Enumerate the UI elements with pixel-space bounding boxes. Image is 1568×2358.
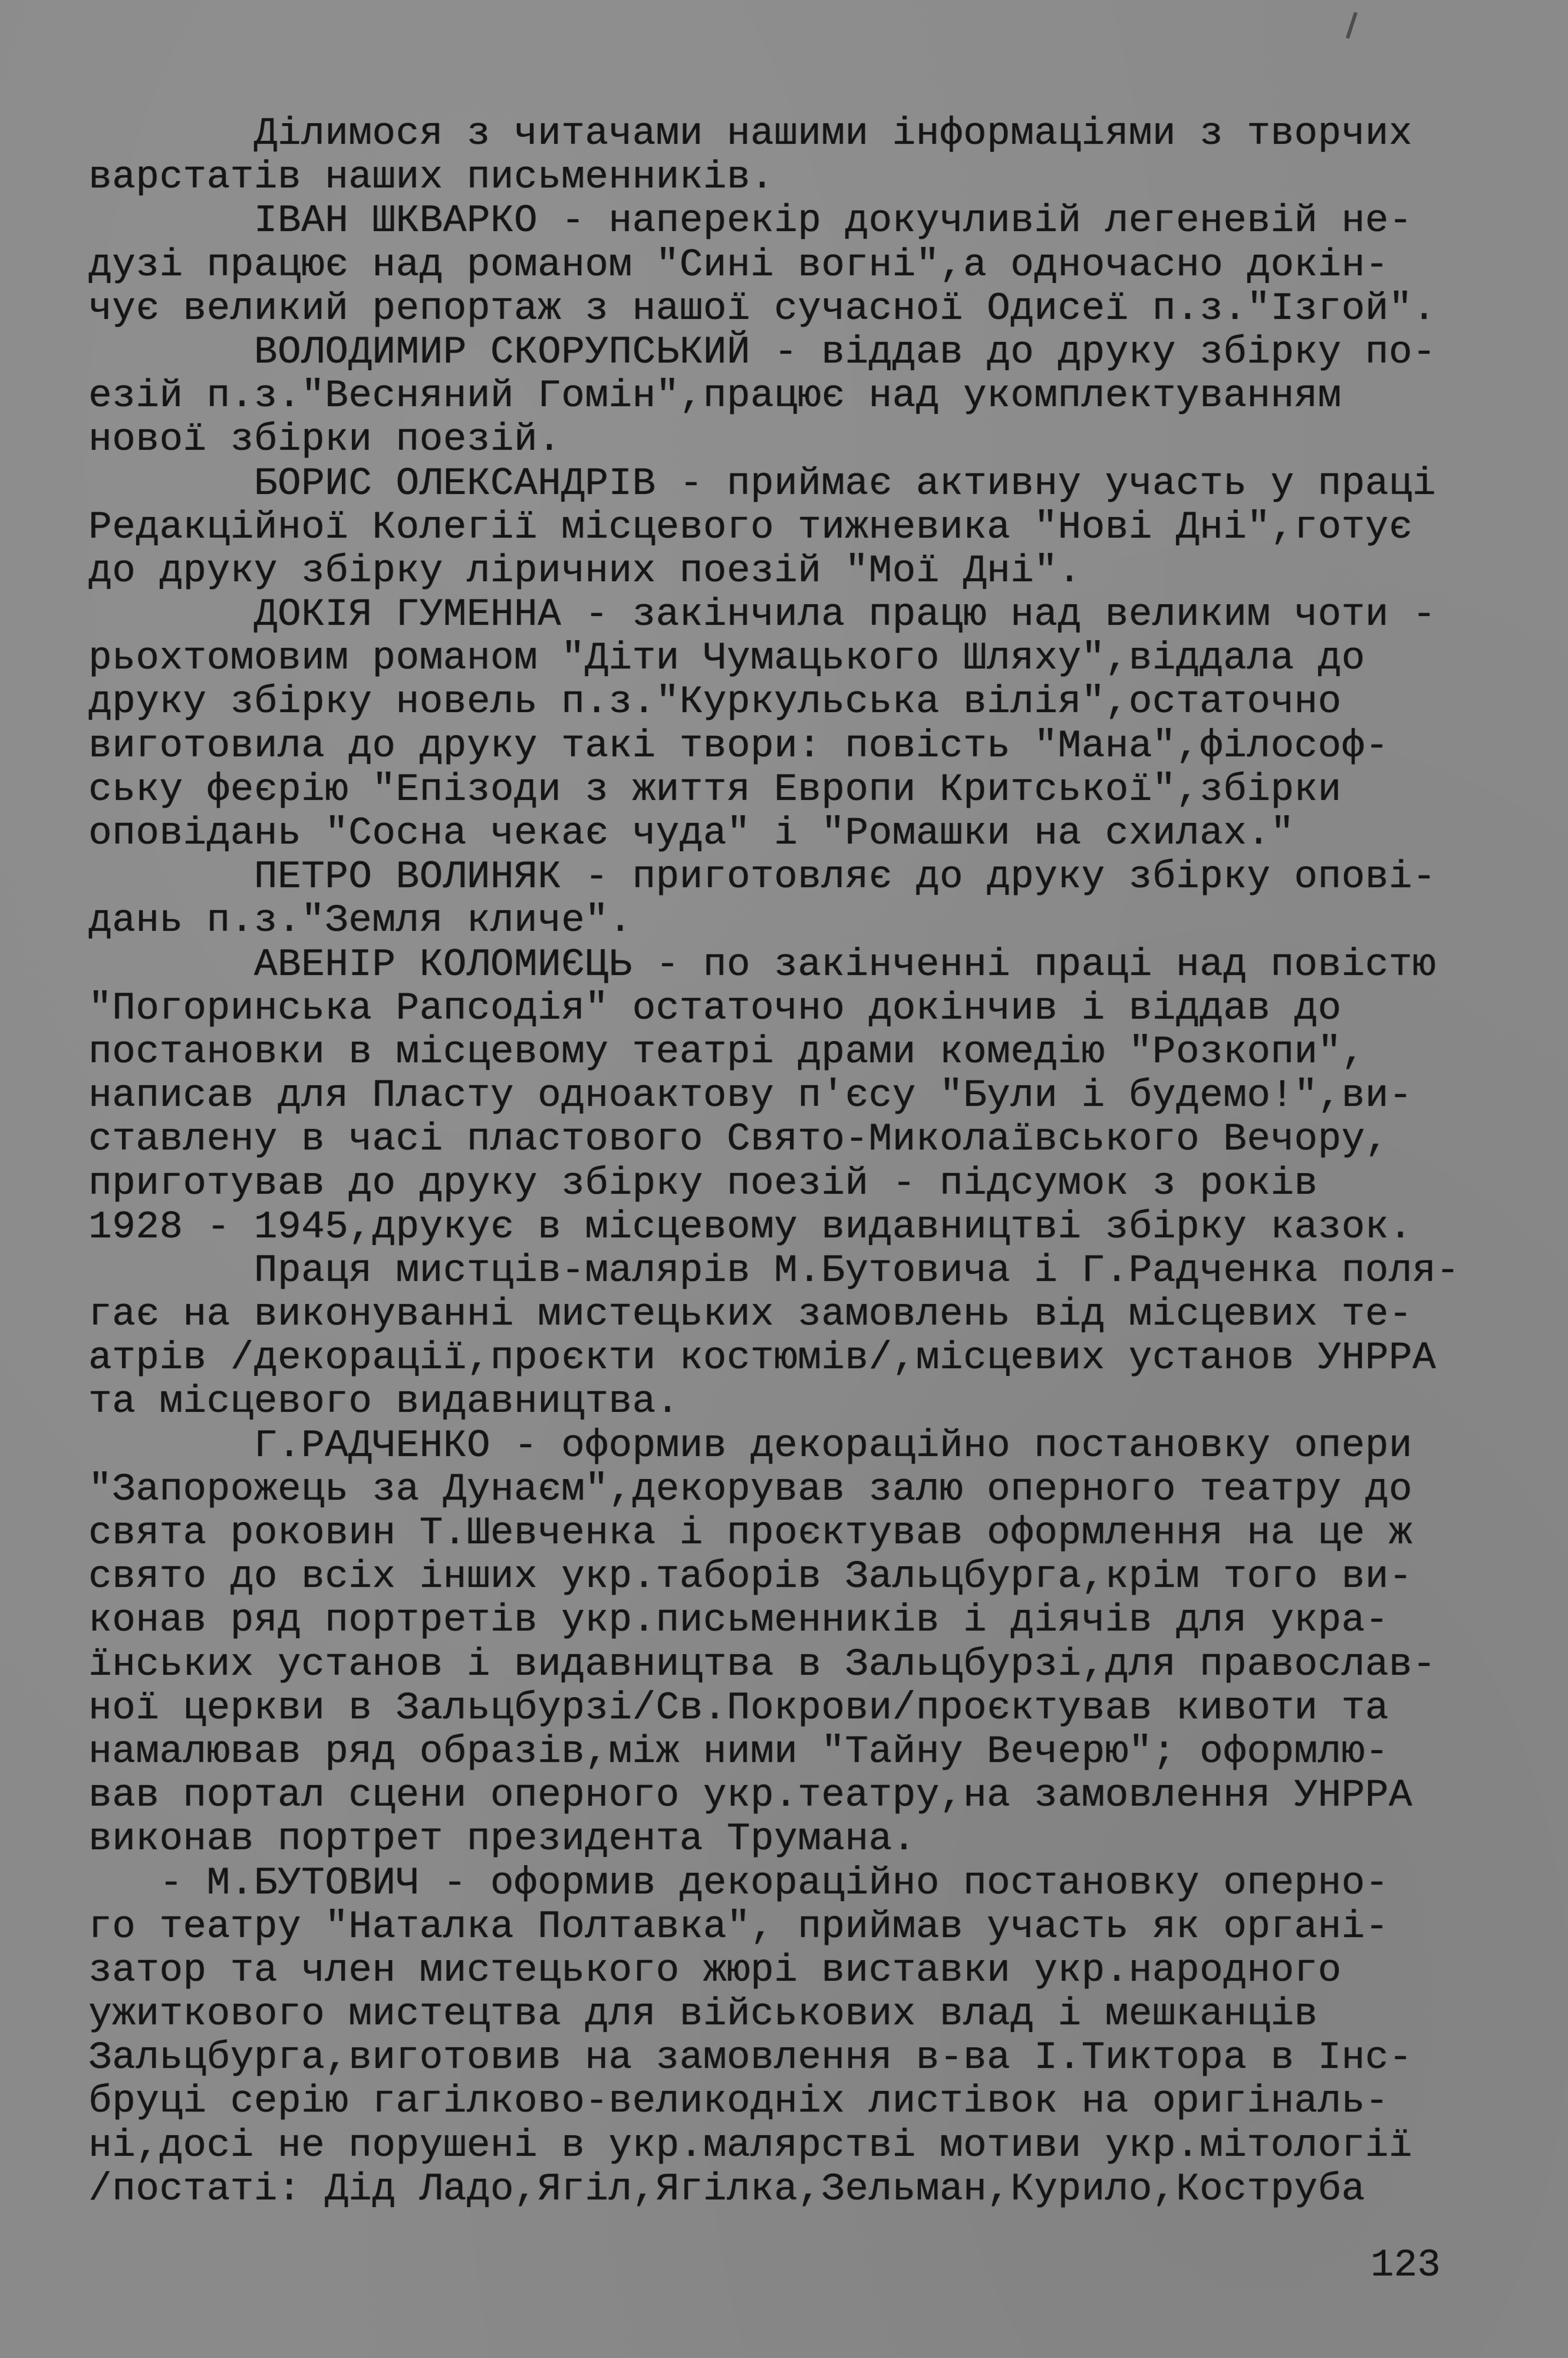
text-line: чує великий репортаж з нашої сучасної Одисеї п.з."Ізгой". bbox=[88, 286, 1437, 331]
text-line: оповідань "Сосна чекає чуда" і "Ромашки на схилах." bbox=[88, 811, 1294, 855]
text-line: вав портал сцени оперного укр.театру,на замовлення УНРРА bbox=[88, 1773, 1412, 1818]
text-line: БОРИС ОЛЕКСАНДРІВ - приймає активну участь у праці bbox=[88, 461, 1437, 506]
text-line: написав для Пласту одноактову п'єсу "Були і будемо!",ви- bbox=[88, 1073, 1412, 1118]
text-line: ську феєрію "Епізоди з життя Европи Критської",збірки bbox=[88, 767, 1342, 812]
text-line: конав ряд портретів укр.письменників і діячів для укра- bbox=[88, 1598, 1389, 1643]
text-line: гає на виконуванні мистецьких замовлень від місцевих те- bbox=[88, 1292, 1412, 1337]
text-line: ної церкви в Зальцбурзі/Св.Покрови/проєктував кивоти та bbox=[88, 1685, 1389, 1730]
text-line: ПЕТРО ВОЛИНЯК - приготовляє до друку збірку опові- bbox=[88, 855, 1437, 900]
text-line: Зальцбурга,виготовив на замовлення в-ва І.Тиктора в Інс- bbox=[88, 2036, 1412, 2080]
text-line: свято до всіх інших укр.таборів Зальцбурга,крім того ви- bbox=[88, 1555, 1412, 1599]
text-line: ІВАН ШКВАРКО - наперекір докучливій легеневій не- bbox=[88, 199, 1412, 243]
text-line: ні,досі не порушені в укр.малярстві мотиви укр.мітології bbox=[88, 2123, 1412, 2168]
text-line: варстатів наших письменників. bbox=[88, 155, 775, 200]
text-line: затор та член мистецького жюрі виставки укр.народного bbox=[88, 1948, 1342, 1993]
text-line: езій п.з."Весняний Гомін",працює над укомплектуванням bbox=[88, 374, 1342, 419]
text-line: го театру "Наталка Полтавка", приймав участь як органі- bbox=[88, 1904, 1389, 1949]
text-line: "Погоринська Рапсодія" остаточно докінчив і віддав до bbox=[88, 986, 1342, 1030]
text-line: приготував до друку збірку поезій - підсумок з років bbox=[88, 1161, 1318, 1206]
text-line: ставлену в часі пластового Свято-Миколаївського Вечору, bbox=[88, 1117, 1389, 1162]
text-line: друку збірку новель п.з."Куркульська вілія",остаточно bbox=[88, 680, 1342, 724]
text-line: до друку збірку ліричних поезій "Мої Дні". bbox=[88, 548, 1082, 593]
text-line: ВОЛОДИМИР СКОРУПСЬКИЙ - віддав до друку збірку по- bbox=[88, 330, 1437, 374]
text-line: нової збірки поезій. bbox=[88, 417, 562, 462]
text-line: бруці серію гагілково-великодніх листівок на оригіналь- bbox=[88, 2079, 1389, 2124]
text-line: /постаті: Дід Ладо,Ягіл,Ягілка,Зельман,Курило,Коструба bbox=[88, 2166, 1365, 2211]
text-line: атрів /декорації,проєкти костюмів/,місцевих установ УНРРА bbox=[88, 1336, 1437, 1381]
pencil-mark bbox=[1346, 12, 1358, 39]
typewritten-text bbox=[88, 112, 1515, 2211]
text-line: ДОКІЯ ГУМЕННА - закінчила працю над великим чоти - bbox=[88, 592, 1437, 637]
page-number: 123 bbox=[1371, 2243, 1441, 2287]
text-line: "Запорожець за Дунаєм",декорував залю оперного театру до bbox=[88, 1467, 1412, 1511]
text-line: ужиткового мистецтва для військових влад і мешканців bbox=[88, 1992, 1318, 2037]
text-line: Г.РАДЧЕНКО - оформив декораційно постановку опери bbox=[88, 1423, 1412, 1468]
text-line: 1928 - 1945,друкує в місцевому видавництві збірку казок. bbox=[88, 1204, 1412, 1249]
text-line: рьохтомовим романом "Діти Чумацького Шляху",віддала до bbox=[88, 636, 1365, 681]
text-line: виготовила до друку такі твори: повість "Мана",філософ- bbox=[88, 723, 1389, 768]
text-line: виконав портрет президента Трумана. bbox=[88, 1817, 916, 1862]
text-line: Ділимося з читачами нашими інформаціями з творчих bbox=[88, 111, 1412, 156]
text-line: Редакційної Колегії місцевого тижневика "Нові Дні",готує bbox=[88, 505, 1412, 549]
text-line: АВЕНІР КОЛОМИЄЦЬ - по закінченні праці над повістю bbox=[88, 942, 1437, 987]
text-line: дузі працює над романом "Сині вогні",а одночасно докін- bbox=[88, 242, 1389, 287]
text-line: - М.БУТОВИЧ - оформив декораційно постановку оперно- bbox=[88, 1860, 1389, 1905]
text-line: та місцевого видавництва. bbox=[88, 1379, 680, 1424]
text-line: свята роковин Т.Шевченка і проєктував оформлення на це ж bbox=[88, 1511, 1412, 1555]
text-line: постановки в місцевому театрі драми комедію "Розкопи", bbox=[88, 1029, 1365, 1074]
text-line: намалював ряд образів,між ними "Тайну Вечерю"; оформлю- bbox=[88, 1729, 1389, 1774]
text-line: дань п.з."Земля кличе". bbox=[88, 898, 633, 943]
text-line: їнських установ і видавництва в Зальцбурзі,для православ- bbox=[88, 1642, 1437, 1687]
text-line: Праця мистців-малярів М.Бутовича і Г.Радченка поля- bbox=[88, 1248, 1460, 1293]
